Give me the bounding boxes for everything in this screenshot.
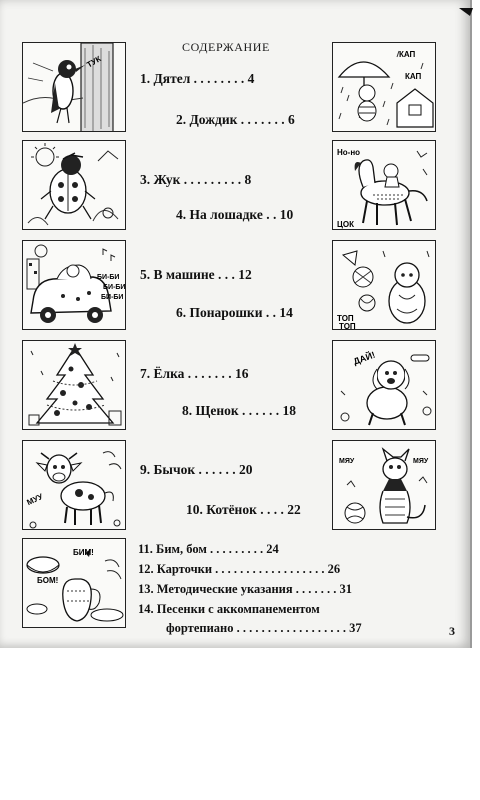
sound-label: МУУ xyxy=(25,491,45,508)
toc-entry[interactable]: 1. Дятел . . . . . . . . 4 xyxy=(140,71,255,86)
christmas-tree-illustration xyxy=(22,340,126,430)
sound-label: БИ-БИ xyxy=(101,294,124,301)
sound-label: БИ-БИ xyxy=(97,274,120,281)
sound-label: ТУК xyxy=(85,54,103,70)
page-number: 3 xyxy=(449,624,455,638)
toc-entry[interactable]: 5. В машине . . . 12 xyxy=(140,267,252,282)
toc-entry[interactable]: 12. Карточки . . . . . . . . . . . . . . . . . . 26 xyxy=(138,562,341,576)
sound-label: МЯУ xyxy=(339,458,355,465)
toc-entry[interactable]: 4. На лошадке . . 10 xyxy=(176,207,294,222)
toc-entry[interactable]: 9. Бычок . . . . . . 20 xyxy=(140,462,253,477)
horse-illustration xyxy=(332,140,436,230)
sound-label: КАП xyxy=(399,50,416,59)
toc-entry[interactable]: 8. Щенок . . . . . . 18 xyxy=(182,403,296,418)
sound-label: Но-но xyxy=(337,148,361,157)
sound-label: ЦОК xyxy=(337,220,354,229)
toc-entry[interactable]: фортепиано . . . . . . . . . . . . . . . . . . 37 xyxy=(166,621,362,635)
sound-label: БИМ! xyxy=(73,548,94,557)
rain-illustration xyxy=(332,42,436,132)
toc-entry[interactable]: 11. Бим, бом . . . . . . . . . 24 xyxy=(138,542,279,556)
toc-entry[interactable]: 7. Ёлка . . . . . . . 16 xyxy=(140,366,249,381)
car-illustration xyxy=(22,240,126,330)
sound-label: ДАЙ! xyxy=(351,349,377,367)
corner-mark xyxy=(458,6,474,18)
toc-entry[interactable]: 10. Котёнок . . . . 22 xyxy=(186,502,301,517)
toys-illustration xyxy=(332,240,436,330)
toc-entry[interactable]: 14. Песенки с аккомпанементом xyxy=(138,602,320,616)
bim-bom-illustration xyxy=(22,538,126,628)
beetle-illustration xyxy=(22,140,126,230)
sound-label: ТОП xyxy=(339,322,356,330)
calf-illustration xyxy=(22,440,126,530)
puppy-illustration xyxy=(332,340,436,430)
sound-label: БИ-БИ xyxy=(103,284,126,291)
sound-label: КАП xyxy=(405,72,422,81)
toc-entry[interactable]: 2. Дождик . . . . . . . 6 xyxy=(176,112,295,127)
page-title: СОДЕРЖАНИЕ xyxy=(182,40,270,54)
toc-entry[interactable]: 13. Методические указания . . . . . . . 31 xyxy=(138,582,353,596)
kitten-illustration xyxy=(332,440,436,530)
woodpecker-illustration xyxy=(22,42,126,132)
sound-label: МЯУ xyxy=(413,458,429,465)
sound-label: ТОП xyxy=(337,314,354,323)
toc-entry[interactable]: 6. Понарошки . . 14 xyxy=(176,305,293,320)
sound-label: БОМ! xyxy=(37,576,59,585)
toc-entry[interactable]: 3. Жук . . . . . . . . . 8 xyxy=(140,172,252,187)
